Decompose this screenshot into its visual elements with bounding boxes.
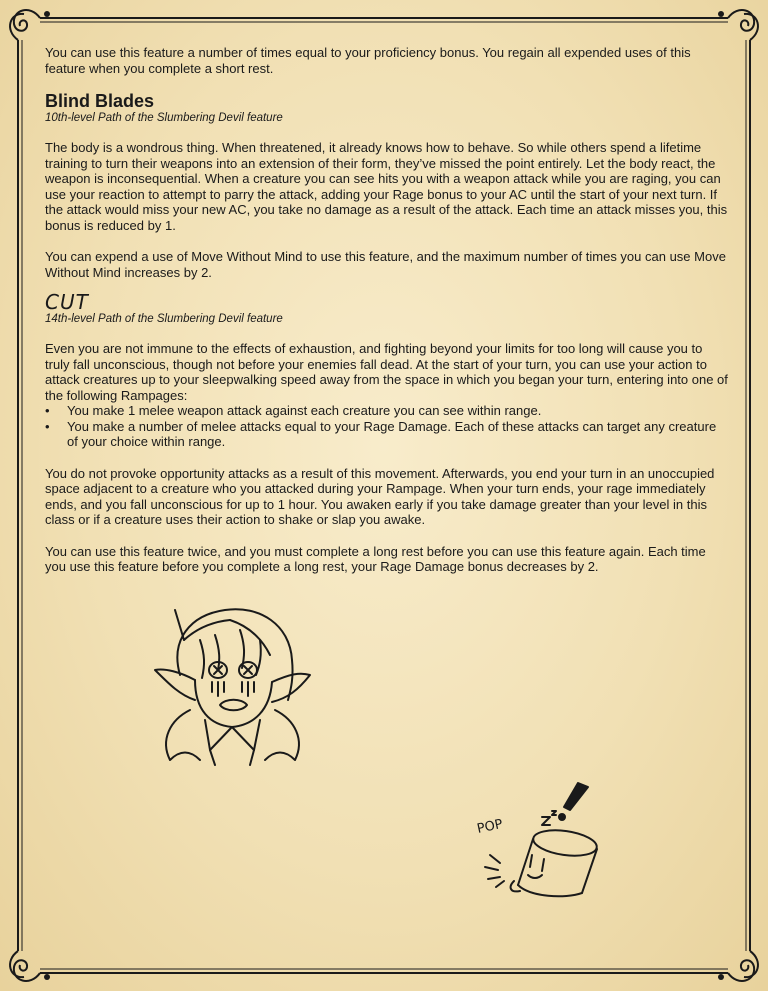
cut-paragraph-3: You can use this feature twice, and you must complete a long rest before you can use this feature again. Each time you use this feature before you complete a long rest, your Rage Damage bonus decreases by 2. [45, 543, 706, 574]
cut-heading: CUT [45, 290, 89, 314]
blind-blades-paragraph-1: The body is a wondrous thing. When threatened, it already knows how to behave. So while others spend a lifetime training to turn their weapons into an extension of their form, they’ve missed the point entirely. Let the body react, the weapon is inconsequential. When a creature you can see hits you with a weapon attack while you are raging, you can use your reaction to attempt to parry the attack, adding your Rage bonus to your AC until the start of your next turn. If the attack would miss your new AC, you take no damage as a result of the attack. Each time an attack misses you, this bonus is reduced by 1. [45, 140, 728, 233]
pop-cup-illustration [470, 775, 610, 905]
list-item: • You make 1 melee weapon attack against each creature you can see within range. [45, 403, 729, 419]
elf-illustration [150, 600, 320, 775]
blind-blades-subtitle: 10th-level Path of the Slumbering Devil feature [45, 112, 283, 124]
rampage-list [45, 403, 729, 450]
cut-subtitle: 14th-level Path of the Slumbering Devil feature [45, 313, 283, 325]
cut-paragraph-2: You do not provoke opportunity attacks as a result of this movement. Afterwards, you end your turn in an unoccupied space adjacent to a creature who you attacked during your Rampage. When your turn ends, your rage immediately ends, and you fall unconscious for up to 1 hour. You awaken early if you take damage greater than your level in this class or if a creature uses their action to shake or slap you awake. [45, 465, 715, 527]
page-content [45, 45, 729, 575]
pop-label: POP [475, 816, 505, 837]
cut-paragraph-1: Even you are not immune to the effects of exhaustion, and fighting beyond your limits for too long will cause you to truly fall unconscious, though not before your enemies fall dead. At the start of your turn, you can use your action to attack creatures up to your sleepwalking speed away from the space in which you began your turn, entering into one of the following Rampages: [45, 341, 728, 403]
blind-blades-heading: Blind Blades [45, 91, 155, 111]
list-item: • You make a number of melee attacks equal to your Rage Damage. Each of these attacks can target any creature of your choice within range. [45, 419, 729, 450]
blind-blades-paragraph-2: You can expend a use of Move Without Mind to use this feature, and the maximum number of times you can use Move Without Mind increases by 2. [45, 249, 726, 280]
intro-paragraph: You can use this feature a number of times equal to your proficiency bonus. You regain all expended uses of this feature when you complete a short rest. [45, 45, 691, 76]
